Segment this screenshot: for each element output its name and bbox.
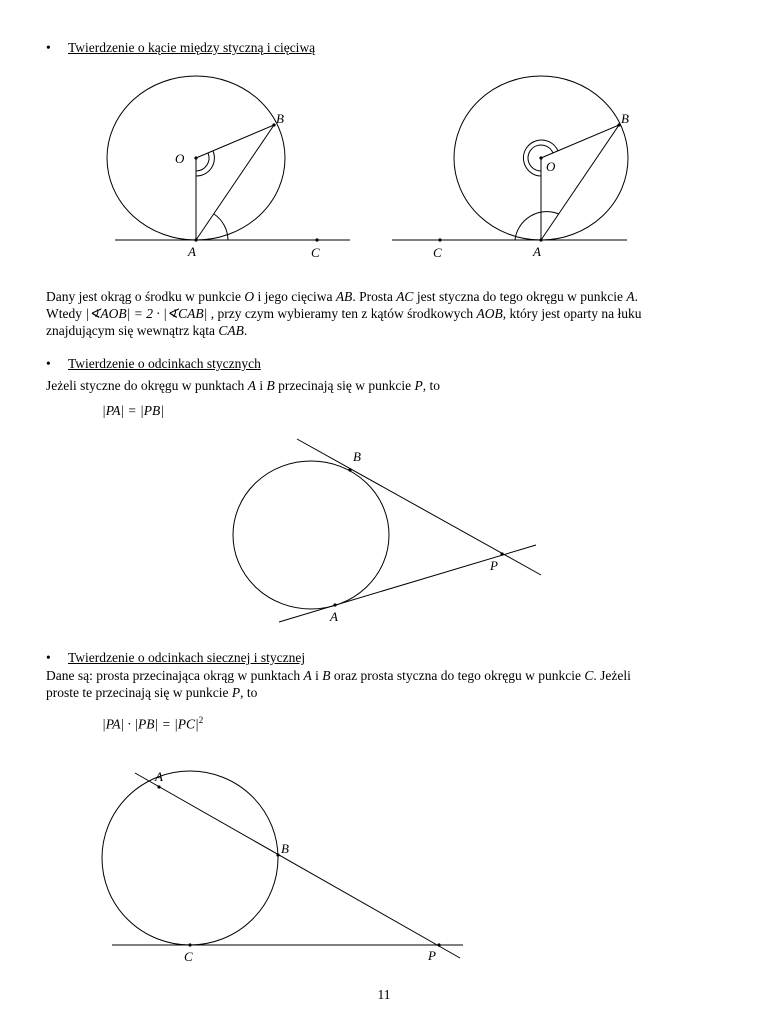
- fig1-right-label-O: O: [546, 159, 556, 174]
- text: . Jeżeli: [593, 668, 631, 683]
- fig2-point-B: [348, 468, 351, 471]
- text: i: [255, 378, 267, 393]
- math-P: P: [231, 685, 241, 700]
- text: jest styczna do tego okręgu w punkcie: [413, 289, 627, 304]
- fig1-left-circle: [107, 76, 285, 240]
- text: .: [634, 289, 639, 304]
- section3-formula-body: |PA| · |PB| = |PC|: [102, 716, 199, 732]
- fig3-point-C: [188, 943, 191, 946]
- fig2-tangent-B: [297, 439, 541, 575]
- fig1-right-radius-OB: [541, 125, 619, 158]
- fig1-left-radius-OB: [196, 125, 274, 158]
- math-A: A: [626, 289, 635, 304]
- fig3-point-B: [276, 853, 279, 856]
- section3-paragraph: [46, 667, 736, 701]
- text: i jego cięciwa: [254, 289, 336, 304]
- math-A: A: [247, 378, 256, 393]
- section3-heading: Twierdzenie o odcinkach siecznej i stycznej: [68, 650, 306, 665]
- math-B: B: [266, 378, 275, 393]
- fig2-circle: [233, 461, 389, 609]
- math-B: B: [322, 668, 331, 683]
- text: znajdującym się wewnątrz kąta: [46, 323, 219, 338]
- section1-line3: [46, 322, 736, 339]
- math-P: P: [414, 378, 423, 393]
- fig1-left-angle-arc-inner: [196, 153, 209, 171]
- math-A: A: [303, 668, 312, 683]
- section2-heading: Twierdzenie o odcinkach stycznych: [68, 356, 261, 371]
- fig3-label-B: B: [281, 841, 289, 856]
- math-AC: AC: [396, 289, 414, 304]
- fig1-left-point-C: [315, 238, 318, 241]
- text: Jeżeli styczne do okręgu w punktach: [46, 378, 248, 393]
- fig3-label-C: C: [184, 949, 193, 964]
- fig1-right-point-O: [539, 156, 542, 159]
- fig1-right-angle-arc-inner: [528, 145, 553, 171]
- fig1-left-label-C: C: [311, 245, 320, 260]
- fig2-tangent-A: [279, 545, 536, 622]
- text: przecinają się w punkcie: [274, 378, 415, 393]
- fig3-label-A: A: [155, 769, 163, 784]
- fig1-left-point-O: [194, 156, 197, 159]
- section3-formula: [102, 715, 203, 733]
- math-C: C: [584, 668, 594, 683]
- math-AOB: AOB: [476, 306, 503, 321]
- text: .: [243, 323, 248, 338]
- bullet-icon: •: [46, 40, 51, 55]
- fig1-left-label-B: B: [276, 111, 284, 126]
- text: Dane są: prosta przecinająca okrąg w punktach: [46, 668, 304, 683]
- fig1-right-chord-AB: [541, 125, 619, 240]
- text: , to: [240, 685, 258, 700]
- math-AB: AB: [335, 289, 353, 304]
- section2-formula: |PA| = |PB|: [102, 403, 164, 418]
- section3-line1: [46, 667, 736, 684]
- section1-paragraph: [46, 288, 736, 339]
- section1-line2: [46, 305, 736, 322]
- fig3-point-A: [157, 785, 160, 788]
- section1-heading-row: [46, 40, 315, 56]
- fig1-right-label-A: A: [533, 244, 541, 259]
- section3-line2: [46, 684, 736, 701]
- fig1-left-angle-arc-A: [214, 214, 228, 240]
- fig1-right-label-B: B: [621, 111, 629, 126]
- text: oraz prosta styczna do tego okręgu w punkcie: [330, 668, 585, 683]
- fig1-right-angle-arc-outer: [523, 140, 558, 176]
- section3-formula-exponent: 2: [198, 715, 204, 725]
- text: , przy czym wybieramy ten z kątów środkowych: [207, 306, 477, 321]
- fig1-right-point-B: [617, 123, 620, 126]
- section2-paragraph: [46, 377, 736, 394]
- fig1-right-angle-arc-A: [515, 212, 559, 240]
- fig1-right-point-C: [438, 238, 441, 241]
- angle-formula: |∢AOB| = 2 · |∢CAB|: [85, 306, 208, 321]
- math-CAB: CAB: [218, 323, 244, 338]
- page-number: 11: [377, 987, 391, 1002]
- text: i: [311, 668, 323, 683]
- math-O: O: [244, 289, 255, 304]
- fig1-left-label-A: A: [188, 244, 196, 259]
- section1-heading: Twierdzenie o kącie między styczną i cięciwą: [68, 40, 316, 55]
- text: Dany jest okrąg o środku w punkcie: [46, 289, 245, 304]
- fig1-left-label-O: O: [175, 151, 185, 166]
- fig2-point-A: [333, 603, 336, 606]
- text: , to: [422, 378, 441, 393]
- bullet-icon: •: [46, 356, 51, 371]
- section1-line1: [46, 288, 736, 305]
- fig3-point-P: [437, 943, 440, 946]
- fig3-circle: [102, 771, 278, 945]
- fig2-point-P: [500, 552, 503, 555]
- fig1-left-point-B: [272, 123, 275, 126]
- section3-heading-row: [46, 650, 305, 666]
- fig1-right-circle: [454, 76, 628, 240]
- fig1-left-point-A: [194, 238, 197, 241]
- text: , który jest oparty na łuku: [502, 306, 642, 321]
- fig3-label-P: P: [428, 948, 436, 963]
- section2-heading-row: [46, 356, 261, 372]
- fig1-right-point-A: [539, 238, 542, 241]
- fig1-left-angle-arc-outer: [196, 151, 214, 176]
- fig2-label-B: B: [353, 449, 361, 464]
- text: Wtedy: [46, 306, 86, 321]
- bullet-icon: •: [46, 650, 51, 665]
- fig1-right-label-C: C: [433, 245, 442, 260]
- fig1-left-chord-AB: [196, 125, 274, 240]
- text: . Prosta: [352, 289, 397, 304]
- fig2-label-P: P: [490, 558, 498, 573]
- fig2-label-A: A: [330, 609, 338, 624]
- fig3-secant: [135, 773, 460, 958]
- text: proste te przecinają się w punkcie: [46, 685, 232, 700]
